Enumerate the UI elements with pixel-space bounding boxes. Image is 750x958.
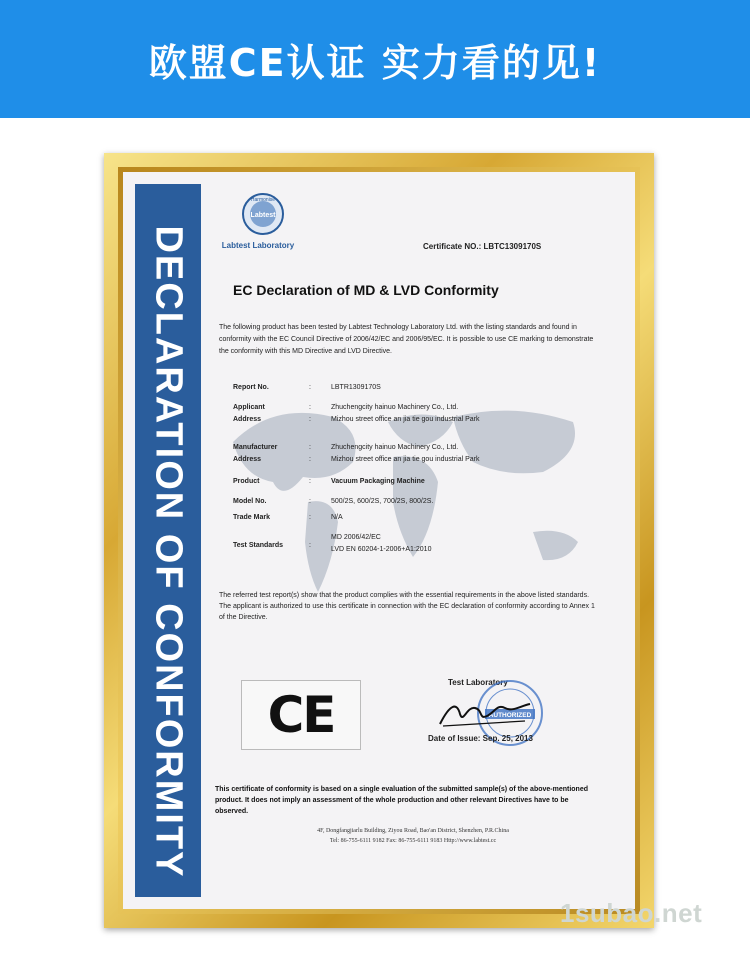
certificate (123, 172, 635, 909)
field-label: Test Standards (233, 542, 284, 549)
field-value: Mizhou street office an jia tie gou industrial Park (331, 456, 480, 463)
top-banner (0, 0, 750, 118)
intro-paragraph: The following product has been tested by Labtest Technology Laboratory Ltd. with the listing standards and found in conformity with the EC Council Directive of 2006/42/EC and 2006/95/EC. It is possible to use CE marking to demonstrate the conformity with this MD Directive and LVD Directive. (219, 324, 594, 355)
field-colon: : (309, 514, 311, 521)
date-of-issue: Date of Issue: Sep. 25, 2013 (428, 734, 533, 743)
test-laboratory-label: Test Laboratory (448, 678, 508, 687)
ce-mark-box (241, 680, 361, 750)
field-value: Mizhou street office an jia tie gou industrial Park (331, 416, 480, 423)
field-colon: : (309, 416, 311, 423)
field-colon: : (309, 444, 311, 451)
field-value: Vacuum Packaging Machine (331, 478, 425, 485)
field-label: Report No. (233, 384, 269, 391)
field-label: Address (233, 416, 262, 423)
gold-frame (104, 153, 654, 928)
frame-inner-molding (118, 167, 640, 914)
watermark: 1subao.net (560, 898, 703, 928)
field-colon: : (309, 478, 311, 485)
field-label: Product (233, 478, 260, 485)
field-value: MD 2006/42/EC (331, 534, 381, 541)
field-label: Address (233, 456, 262, 463)
address-line: 4F, Dongfangjiarlu Building, Ziyou Road, Bao'an District, Shenzhen, P.R.China (317, 828, 509, 834)
field-value: Zhuchengcity hainuo Machinery Co., Ltd. (331, 444, 459, 451)
field-label: Manufacturer (233, 444, 278, 451)
certificate-number: Certificate NO.: LBTC1309170S (423, 242, 542, 251)
logo-ring-text: Harmonise (250, 197, 276, 203)
field-label: Model No. (233, 498, 267, 505)
stamp-text: AUTHORIZED (488, 712, 532, 719)
banner-title: 欧盟CE认证 实力看的见! (148, 40, 602, 85)
field-colon: : (309, 384, 311, 391)
field-colon: : (309, 498, 311, 505)
logo-label: Labtest Laboratory (221, 241, 295, 250)
field-label: Applicant (233, 404, 265, 411)
referred-report-paragraph: The referred test report(s) show that the product complies with the essential requirements in the above listed standards. The applicant is authorized to use this certificate in connection with the EC declaration of conformity according to Annex 1 of the Directive. (219, 592, 595, 621)
field-value: Zhuchengcity hainuo Machinery Co., Ltd. (331, 404, 459, 411)
signature (435, 694, 535, 732)
field-value: 500/2S, 600/2S, 700/2S, 800/2S. (331, 498, 434, 505)
contact-line: Tel: 86-755-6111 9182 Fax: 86-755-6111 9183 Http://www.labtest.cc (329, 838, 497, 844)
logo-text: Labtest (250, 212, 276, 219)
side-title: DECLARATION OF CONFORMITY (147, 225, 190, 879)
field-value: LVD EN 60204-1-2006+A1:2010 (331, 546, 432, 553)
certificate-heading: EC Declaration of MD & LVD Conformity (233, 282, 499, 298)
field-colon: : (309, 456, 311, 463)
field-value: N/A (331, 514, 343, 521)
field-colon: : (309, 404, 311, 411)
field-colon: : (309, 542, 311, 549)
globe-icon (241, 192, 285, 236)
labtest-logo (221, 192, 298, 250)
field-value: LBTR1309170S (331, 384, 381, 391)
ce-mark: CE (267, 686, 335, 744)
footer-disclaimer: This certificate of conformity is based on a single evaluation of the submitted sample(s) of the above-mentioned product. It does not imply an assessment of the whole production and other relevant Directives have to be observed. (215, 786, 589, 815)
lab-address (238, 826, 588, 846)
field-label: Trade Mark (233, 514, 270, 521)
